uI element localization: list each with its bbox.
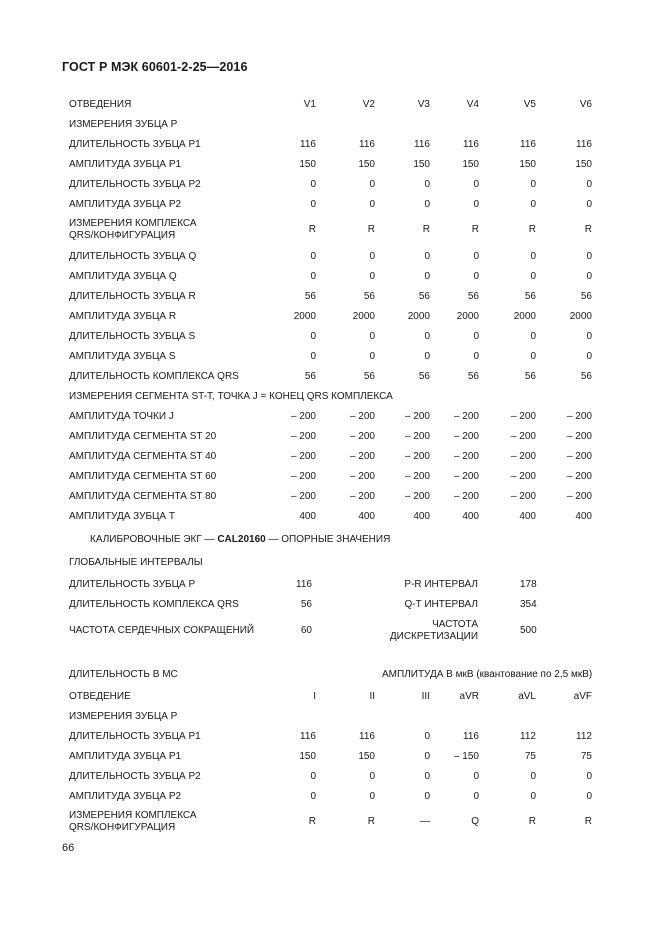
table-cell: 0 (424, 251, 430, 262)
table-cell: 0 (473, 251, 479, 262)
table-cell: – 200 (290, 411, 316, 422)
table-cell: – 200 (453, 491, 479, 502)
table-cell: 75 (580, 751, 592, 762)
calibration-title-suffix: — ОПОРНЫЕ ЗНАЧЕНИЯ (265, 534, 391, 545)
table-cell: 0 (586, 331, 592, 342)
table-cell: 0 (424, 791, 430, 802)
table-cell: 56 (580, 371, 592, 382)
table-cell: 0 (424, 351, 430, 362)
table-cell: Q (471, 816, 479, 827)
table-cell: 0 (586, 199, 592, 210)
table-cell: 0 (586, 791, 592, 802)
table-cell: aVR (459, 691, 479, 702)
table-cell: 0 (530, 331, 536, 342)
table-cell: 2000 (569, 311, 592, 322)
row-label-line: ДЛИТЕЛЬНОСТЬ ЗУБЦА S (69, 331, 196, 342)
table-cell: 0 (586, 351, 592, 362)
table-cell: 2000 (352, 311, 375, 322)
table-cell: 112 (520, 731, 536, 742)
table-cell: 2000 (513, 311, 536, 322)
table-cell: V5 (523, 99, 536, 110)
table-cell: – 200 (566, 471, 592, 482)
row-label-line: ДЛИТЕЛЬНОСТЬ КОМПЛЕКСА QRS (69, 371, 239, 382)
table-cell: 0 (310, 351, 316, 362)
table-cell: 400 (299, 511, 316, 522)
table-cell: – 200 (510, 471, 536, 482)
row-label (69, 391, 569, 403)
row-label-line: QRS/КОНФИГУРАЦИЯ (69, 230, 176, 241)
table-cell: 0 (424, 331, 430, 342)
amplitude-heading: АМПЛИТУДА В мкВ (квантование по 2,5 мкВ) (382, 669, 593, 680)
table-cell: R (528, 816, 536, 827)
table-cell: 400 (358, 511, 375, 522)
table-cell: 0 (424, 199, 430, 210)
table-cell: 0 (424, 771, 430, 782)
row-label-line: АМПЛИТУДА СЕГМЕНТА ST 20 (69, 431, 217, 442)
table-cell: 0 (424, 179, 430, 190)
interval-right-label-line: Q-T ИНТЕРВАЛ (404, 599, 478, 610)
row-label-line: АМПЛИТУДА ЗУБЦА S (69, 351, 176, 362)
table-cell: – 200 (566, 491, 592, 502)
table-cell: – 200 (566, 451, 592, 462)
table-cell: 0 (310, 251, 316, 262)
calibration-code: CAL20160 (217, 534, 266, 545)
table-cell: 2000 (456, 311, 479, 322)
table-cell: 0 (369, 251, 375, 262)
row-label-line: АМПЛИТУДА ЗУБЦА Р2 (69, 791, 182, 802)
table-cell: 0 (473, 179, 479, 190)
interval-right-label-line: ДИСКРЕТИЗАЦИИ (389, 631, 478, 642)
table-cell: 0 (530, 199, 536, 210)
row-label-line: ДЛИТЕЛЬНОСТЬ ЗУБЦА Р2 (69, 771, 201, 782)
table-cell: 0 (369, 179, 375, 190)
table-cell: 0 (530, 179, 536, 190)
table-cell: 116 (359, 139, 375, 150)
table-cell: – 200 (453, 411, 479, 422)
table-cell: 56 (418, 371, 430, 382)
table-cell: R (367, 816, 375, 827)
table-cell: 150 (575, 159, 592, 170)
table-cell: 0 (530, 251, 536, 262)
table-cell: – 200 (453, 471, 479, 482)
table-cell: – 200 (566, 411, 592, 422)
duration-heading: ДЛИТЕЛЬНОСТЬ В МС (69, 669, 178, 680)
interval-right-label (340, 579, 478, 591)
table-cell: 56 (467, 371, 479, 382)
row-label-line: ОТВЕДЕНИЯ (69, 99, 132, 110)
table-cell: 116 (300, 139, 316, 150)
row-label-line: АМПЛИТУДА СЕГМЕНТА ST 60 (69, 471, 217, 482)
row-label-line: АМПЛИТУДА СЕГМЕНТА ST 40 (69, 451, 217, 462)
table-cell: – 200 (510, 411, 536, 422)
table-cell: 400 (575, 511, 592, 522)
table-cell: — (420, 816, 430, 827)
table-cell: 116 (463, 139, 479, 150)
calibration-title (90, 534, 390, 545)
table-cell: – 200 (349, 451, 375, 462)
table-cell: 116 (359, 731, 375, 742)
table-cell: – 200 (404, 431, 430, 442)
table-cell: R (422, 224, 430, 235)
interval-label: ЧАСТОТА СЕРДЕЧНЫХ СОКРАЩЕНИЙ (69, 625, 255, 636)
table-cell: – 200 (404, 411, 430, 422)
table-cell: – 200 (290, 431, 316, 442)
table-cell: 400 (462, 511, 479, 522)
table-cell: 0 (473, 199, 479, 210)
table-cell: 56 (467, 291, 479, 302)
table-cell: – 200 (349, 471, 375, 482)
table-cell: – 150 (453, 751, 479, 762)
row-label-line: ДЛИТЕЛЬНОСТЬ ЗУБЦА Q (69, 251, 197, 262)
row-label-line: АМПЛИТУДА ЗУБЦА Q (69, 271, 177, 282)
row-label-line: ИЗМЕРЕНИЯ ЗУБЦА Р (69, 711, 178, 722)
table-cell: 0 (310, 771, 316, 782)
table-cell: – 200 (349, 431, 375, 442)
row-label-line: QRS/КОНФИГУРАЦИЯ (69, 822, 176, 833)
table-cell: 0 (530, 791, 536, 802)
row-label-line: АМПЛИТУДА ЗУБЦА Р1 (69, 751, 182, 762)
table-cell: 0 (369, 351, 375, 362)
calibration-title-prefix: КАЛИБРОВОЧНЫЕ ЭКГ — (90, 534, 218, 545)
table-cell: 0 (473, 791, 479, 802)
table-cell: 75 (524, 751, 536, 762)
table-cell: – 200 (290, 451, 316, 462)
page-number: 66 (62, 842, 75, 854)
row-label-line: АМПЛИТУДА ЗУБЦА Т (69, 511, 175, 522)
table-cell: – 200 (404, 471, 430, 482)
table-cell: III (421, 691, 430, 702)
table-cell: 0 (586, 271, 592, 282)
table-cell: 0 (473, 271, 479, 282)
interval-value: 60 (300, 625, 312, 636)
table-cell: 400 (413, 511, 430, 522)
table-cell: 56 (524, 371, 536, 382)
table-cell: II (369, 691, 375, 702)
table-cell: R (367, 224, 375, 235)
table-cell: R (584, 816, 592, 827)
table-cell: 0 (586, 251, 592, 262)
table-cell: 116 (520, 139, 536, 150)
table-cell: – 200 (510, 451, 536, 462)
table-cell: aVL (518, 691, 536, 702)
row-label (69, 119, 299, 131)
table-cell: 0 (530, 351, 536, 362)
interval-label: ДЛИТЕЛЬНОСТЬ ЗУБЦА Р (69, 579, 196, 590)
table-cell: aVF (573, 691, 592, 702)
row-label-line: АМПЛИТУДА ЗУБЦА Р1 (69, 159, 182, 170)
table-cell: V2 (362, 99, 375, 110)
table-cell: 2000 (293, 311, 316, 322)
table-cell: – 200 (510, 431, 536, 442)
row-label-line: ДЛИТЕЛЬНОСТЬ ЗУБЦА Р1 (69, 731, 201, 742)
table-cell: 0 (424, 751, 430, 762)
table-cell: 112 (576, 731, 592, 742)
table-cell: 150 (462, 159, 479, 170)
table-cell: 150 (413, 159, 430, 170)
table-cell: R (471, 224, 479, 235)
table-cell: – 200 (404, 451, 430, 462)
interval-right-label (340, 619, 478, 643)
table-cell: – 200 (349, 491, 375, 502)
table-cell: 116 (576, 139, 592, 150)
table-cell: 150 (299, 159, 316, 170)
table-cell: 0 (530, 771, 536, 782)
table-cell: 400 (519, 511, 536, 522)
table-cell: 0 (473, 351, 479, 362)
table-cell: 116 (463, 731, 479, 742)
document-header: ГОСТ Р МЭК 60601-2-25—2016 (62, 60, 248, 74)
table-cell: – 200 (404, 491, 430, 502)
table-cell: R (584, 224, 592, 235)
table-cell: 2000 (407, 311, 430, 322)
table-cell: 0 (310, 199, 316, 210)
table-cell: – 200 (349, 411, 375, 422)
global-intervals-heading: ГЛОБАЛЬНЫЕ ИНТЕРВАЛЫ (69, 557, 203, 568)
table-cell: 0 (369, 271, 375, 282)
table-cell: 0 (310, 179, 316, 190)
row-label-line: АМПЛИТУДА ЗУБЦА R (69, 311, 177, 322)
table-cell: 150 (358, 159, 375, 170)
table-cell: 150 (358, 751, 375, 762)
interval-right-value: 354 (520, 599, 537, 610)
row-label-line: АМПЛИТУДА ЗУБЦА Р2 (69, 199, 182, 210)
row-label-line: АМПЛИТУДА СЕГМЕНТА ST 80 (69, 491, 217, 502)
row-label-line: ДЛИТЕЛЬНОСТЬ ЗУБЦА R (69, 291, 196, 302)
table-cell: 0 (369, 771, 375, 782)
interval-right-value: 500 (520, 625, 537, 636)
table-cell: 0 (473, 771, 479, 782)
table-cell: 0 (369, 199, 375, 210)
interval-right-label-line: P-R ИНТЕРВАЛ (404, 579, 478, 590)
table-cell: 150 (519, 159, 536, 170)
table-cell: 0 (586, 179, 592, 190)
row-label-line: ДЛИТЕЛЬНОСТЬ ЗУБЦА Р2 (69, 179, 201, 190)
table-cell: – 200 (453, 431, 479, 442)
table-cell: 56 (363, 371, 375, 382)
table-cell: V3 (417, 99, 430, 110)
interval-right-label (340, 599, 478, 611)
table-cell: 56 (363, 291, 375, 302)
table-cell: 56 (524, 291, 536, 302)
interval-label: ДЛИТЕЛЬНОСТЬ КОМПЛЕКСА QRS (69, 599, 239, 610)
table-cell: R (308, 224, 316, 235)
table-cell: 56 (418, 291, 430, 302)
table-cell: 0 (310, 791, 316, 802)
row-label-line: ИЗМЕРЕНИЯ КОМПЛЕКСА (69, 218, 197, 229)
table-cell: 0 (424, 731, 430, 742)
interval-value: 116 (296, 579, 312, 590)
table-cell: 56 (304, 371, 316, 382)
table-cell: 0 (310, 331, 316, 342)
table-cell: 150 (299, 751, 316, 762)
interval-value: 56 (300, 599, 312, 610)
table-cell: – 200 (566, 431, 592, 442)
table-cell: 116 (300, 731, 316, 742)
table-cell: – 200 (290, 491, 316, 502)
table-cell: V1 (303, 99, 316, 110)
row-label-line: ИЗМЕРЕНИЯ КОМПЛЕКСА (69, 810, 197, 821)
table-cell: R (308, 816, 316, 827)
table-cell: 116 (414, 139, 430, 150)
table-cell: 0 (369, 331, 375, 342)
table-cell: 0 (473, 331, 479, 342)
row-label-line: ИЗМЕРЕНИЯ ЗУБЦА Р (69, 119, 178, 130)
row-label (69, 711, 299, 723)
table-cell: 56 (304, 291, 316, 302)
table-cell: 0 (530, 271, 536, 282)
table-cell: 0 (369, 791, 375, 802)
table-cell: V6 (579, 99, 592, 110)
table-cell: 0 (586, 771, 592, 782)
table-cell: I (313, 691, 316, 702)
row-label-line: АМПЛИТУДА ТОЧКИ J (69, 411, 174, 422)
interval-right-value: 178 (520, 579, 537, 590)
table-cell: – 200 (510, 491, 536, 502)
table-cell: – 200 (453, 451, 479, 462)
row-label-line: ИЗМЕРЕНИЯ СЕГМЕНТА ST-T, ТОЧКА J = КОНЕЦ QRS КОМПЛЕКСА (69, 391, 393, 402)
table-cell: 56 (580, 291, 592, 302)
row-label-line: ОТВЕДЕНИЕ (69, 691, 131, 702)
row-label-line: ДЛИТЕЛЬНОСТЬ ЗУБЦА Р1 (69, 139, 201, 150)
table-cell: – 200 (290, 471, 316, 482)
table-cell: 0 (424, 271, 430, 282)
interval-right-label-line: ЧАСТОТА (432, 619, 478, 630)
table-cell: 0 (310, 271, 316, 282)
table-cell: V4 (466, 99, 479, 110)
table-cell: R (528, 224, 536, 235)
